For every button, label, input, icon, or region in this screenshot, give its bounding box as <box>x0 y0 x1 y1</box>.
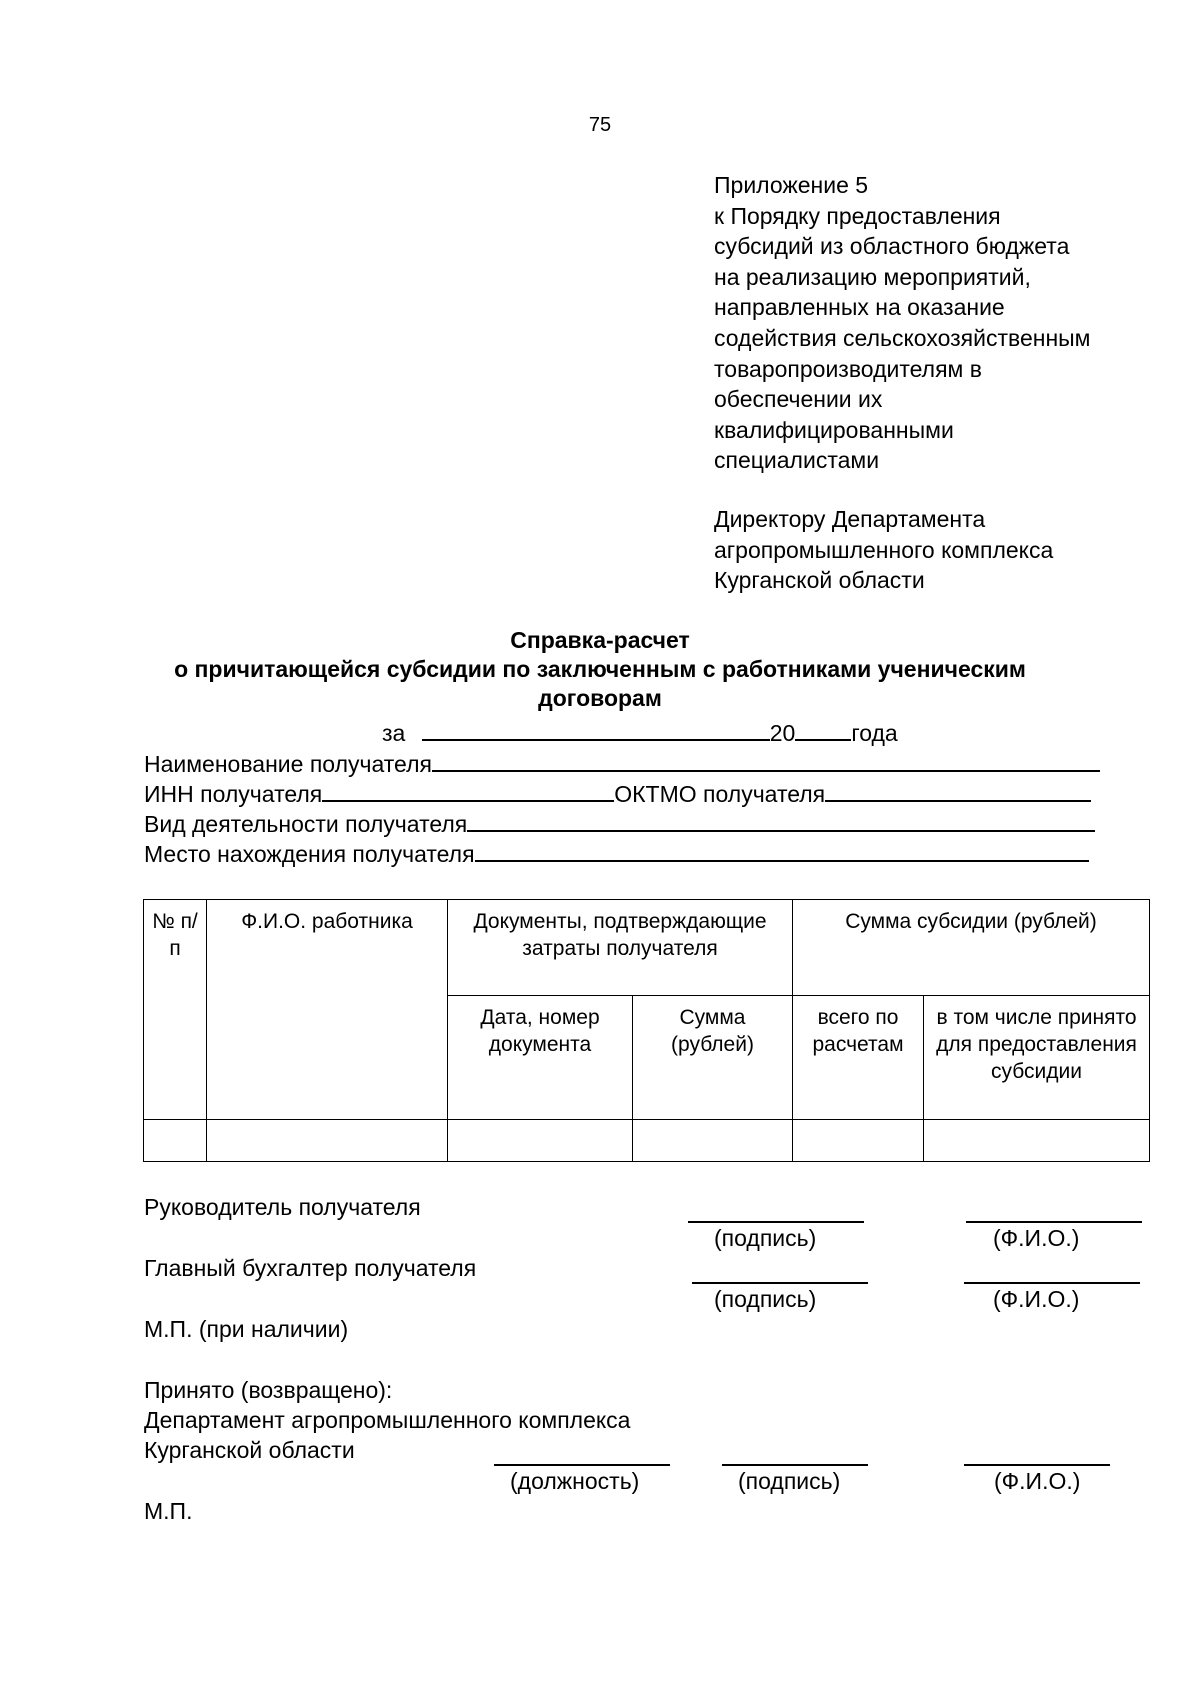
department-line-2: Курганской области <box>144 1437 355 1463</box>
oktmo-field[interactable] <box>825 778 1091 802</box>
inn-label: ИНН получателя <box>144 781 323 807</box>
table-cell[interactable] <box>144 1120 207 1162</box>
recipient-name-field[interactable] <box>432 748 1100 772</box>
accountant-label: Главный бухгалтер получателя <box>144 1255 477 1281</box>
stamp: М.П. <box>144 1498 193 1524</box>
appendix-line: специалистами <box>714 447 880 474</box>
dept-fio-caption: (Ф.И.О.) <box>994 1468 1081 1494</box>
table-cell[interactable] <box>633 1120 793 1162</box>
department-line-1: Департамент агропромышленного комплекса <box>144 1407 631 1433</box>
appendix-line: квалифицированными <box>714 416 954 443</box>
accountant-signature-caption: (подпись) <box>714 1286 817 1312</box>
appendix-line: направленных на оказание <box>714 294 1005 321</box>
table-header-row <box>144 900 1150 996</box>
inn-oktmo-row <box>144 778 1091 808</box>
header-doc-sum: Сумма (рублей) <box>633 996 793 1120</box>
subsidy-table <box>143 899 1150 1162</box>
table-cell[interactable] <box>924 1120 1150 1162</box>
addressee <box>714 504 1053 596</box>
period-prefix: за <box>382 720 406 746</box>
position-caption: (должность) <box>510 1468 640 1494</box>
head-fio-line[interactable] <box>966 1221 1142 1223</box>
activity-row <box>144 808 1095 838</box>
period-blank[interactable] <box>422 717 770 741</box>
stamp-optional: М.П. (при наличии) <box>144 1316 349 1342</box>
dept-signature-line[interactable] <box>722 1464 868 1466</box>
table-cell[interactable] <box>207 1120 448 1162</box>
inn-field[interactable] <box>322 778 614 802</box>
period-line <box>382 717 898 747</box>
header-doc-date: Дата, номер документа <box>448 996 633 1120</box>
addressee-line: агропромышленного комплекса <box>714 536 1054 563</box>
position-line[interactable] <box>494 1464 670 1466</box>
table-row <box>144 1120 1150 1162</box>
appendix-line: обеспечении их <box>714 386 883 413</box>
addressee-line: Курганской области <box>714 567 925 594</box>
activity-label: Вид деятельности получателя <box>144 811 468 837</box>
addressee-line: Директору Департамента <box>714 506 986 532</box>
dept-signature-caption: (подпись) <box>738 1468 841 1494</box>
appendix-line: к Порядку предоставления <box>714 202 1001 229</box>
header-docs: Документы, подтверждающие затраты получателя <box>448 900 793 996</box>
accountant-fio-line[interactable] <box>964 1282 1140 1284</box>
location-field[interactable] <box>475 838 1089 862</box>
document-title <box>0 626 1200 713</box>
recipient-name-label: Наименование получателя <box>144 751 432 777</box>
title-line-1: Справка-расчет <box>510 627 690 653</box>
location-row <box>144 838 1089 868</box>
location-label: Место нахождения получателя <box>144 841 475 867</box>
recipient-name-row <box>144 748 1100 778</box>
appendix-line: Приложение 5 <box>714 172 869 198</box>
dept-fio-line[interactable] <box>964 1464 1110 1466</box>
year-blank[interactable] <box>795 717 851 741</box>
page-number: 75 <box>588 114 612 136</box>
accountant-signature-line[interactable] <box>692 1282 868 1284</box>
header-fio: Ф.И.О. работника <box>207 900 448 1120</box>
appendix-line: содействия сельскохозяйственным <box>714 324 1091 351</box>
accountant-fio-caption: (Ф.И.О.) <box>993 1286 1080 1312</box>
title-line-2: о причитающейся субсидии по заключенным с работниками ученическим <box>174 656 1026 682</box>
table-cell[interactable] <box>448 1120 633 1162</box>
header-accepted: в том числе принято для предоставления субсидии <box>924 996 1150 1120</box>
table-cell[interactable] <box>793 1120 924 1162</box>
head-fio-caption: (Ф.И.О.) <box>993 1225 1080 1251</box>
header-total: всего по расчетам <box>793 996 924 1120</box>
period-suffix: года <box>851 720 898 746</box>
activity-field[interactable] <box>467 808 1095 832</box>
period-year-prefix: 20 <box>769 720 796 746</box>
head-label: Руководитель получателя <box>144 1194 421 1220</box>
appendix-line: субсидий из областного бюджета <box>714 233 1070 260</box>
head-signature-caption: (подпись) <box>714 1225 817 1251</box>
oktmo-label: ОКТМО получателя <box>614 781 826 807</box>
title-line-3: договорам <box>538 685 662 711</box>
appendix-line: на реализацию мероприятий, <box>714 263 1031 290</box>
head-signature-line[interactable] <box>688 1221 864 1223</box>
appendix-note <box>714 170 1091 476</box>
header-num: № п/п <box>144 900 207 1120</box>
appendix-line: товаропроизводителям в <box>714 355 982 382</box>
accepted-label: Принято (возвращено): <box>144 1377 393 1403</box>
header-subsidy: Сумма субсидии (рублей) <box>793 900 1150 996</box>
